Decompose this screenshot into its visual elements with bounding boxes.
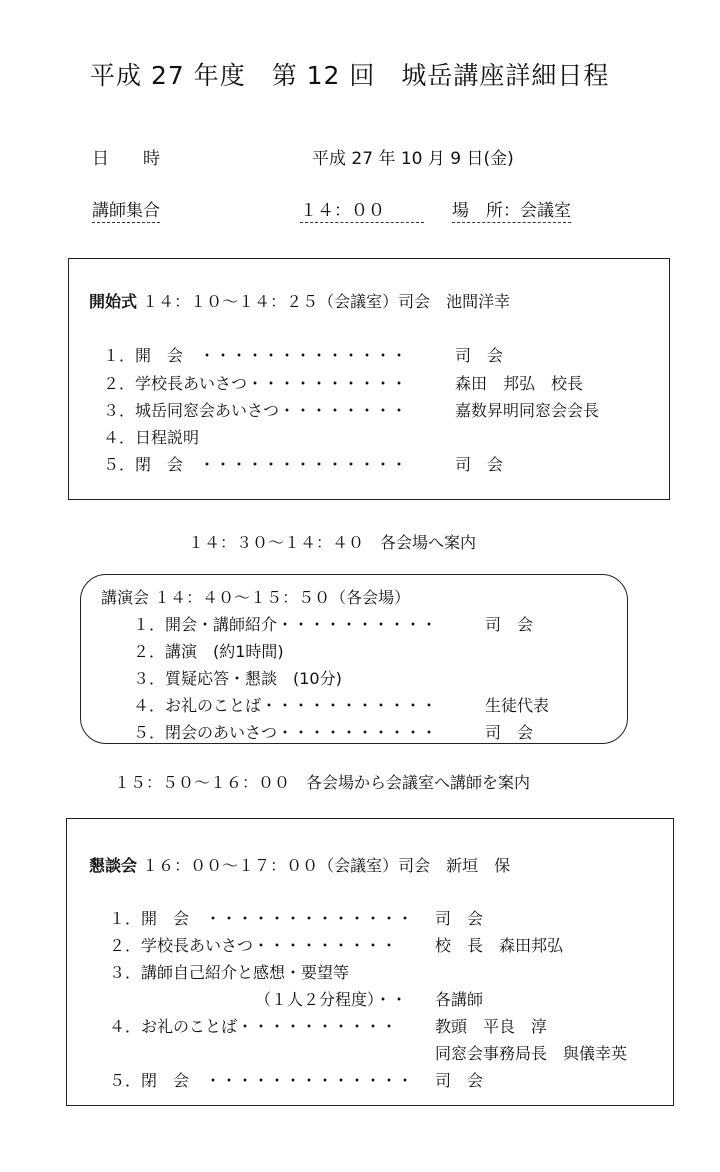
social-box <box>66 818 674 1106</box>
opening-item-1: １．開 会 ・・・・・・・・・・・・・ <box>103 346 408 365</box>
opening-item-1-who: 司 会 <box>455 346 504 365</box>
social-item-1: １．開 会 ・・・・・・・・・・・・・ <box>109 909 414 928</box>
lecture-item-2: ２．講演 (約1時間) <box>133 642 284 661</box>
opening-time: １４：１０～１４：２５（会議室）司会 池間洋幸 <box>142 292 511 311</box>
opening-item-2: ２．学校長あいさつ・・・・・・・・・・ <box>103 374 408 393</box>
opening-item-4: ４．日程説明 <box>103 428 200 447</box>
social-time: １６：００～１７：００（会議室）司会 新垣 保 <box>142 856 511 875</box>
social-heading: 懇談会 <box>89 856 138 875</box>
social-item-3: ３．講師自己紹介と感想・要望等 <box>109 963 350 982</box>
social-item-4-who-2: 同窓会事務局長 與儀幸英 <box>435 1044 628 1063</box>
lecture-item-1-who: 司 会 <box>485 615 534 634</box>
lecture-item-5-who: 司 会 <box>485 723 534 742</box>
meeting-label: 講師集合 <box>92 196 160 223</box>
lecture-item-4: ４．お礼のことば・・・・・・・・・・・ <box>133 696 438 715</box>
meeting-time: １４：００ <box>300 196 424 223</box>
social-item-4: ４．お礼のことば・・・・・・・・・・ <box>109 1017 398 1036</box>
datetime-label: 日 時 <box>92 149 160 169</box>
opening-item-5-who: 司 会 <box>455 455 504 474</box>
lecture-heading: 講演会 １４：４０～１５：５０（各会場） <box>101 588 411 607</box>
opening-item-3: ３．城岳同窓会あいさつ・・・・・・・・ <box>103 401 408 420</box>
opening-item-5: ５．閉 会 ・・・・・・・・・・・・・ <box>103 455 408 474</box>
social-item-5: ５．閉 会 ・・・・・・・・・・・・・ <box>109 1071 414 1090</box>
lecture-item-4-who: 生徒代表 <box>485 696 550 715</box>
opening-item-3-who: 嘉数昇明同窓会会長 <box>455 401 600 420</box>
social-item-5-who: 司 会 <box>435 1071 484 1090</box>
lecture-item-1: １．開会・講師紹介・・・・・・・・・・ <box>133 615 438 634</box>
lecture-item-3: ３．質疑応答・懇談 (10分) <box>133 669 342 688</box>
opening-item-2-who: 森田 邦弘 校長 <box>455 374 584 393</box>
datetime-value: 平成 27 年 10 月 9 日(金) <box>312 149 514 169</box>
social-item-4-who: 教頭 平良 淳 <box>435 1017 548 1036</box>
social-item-3-who: 各講師 <box>435 990 484 1009</box>
opening-heading: 開始式 <box>89 292 138 311</box>
transition-1: １４：３０～１４：４０ 各会場へ案内 <box>188 533 477 552</box>
lecture-item-5: ５．閉会のあいさつ・・・・・・・・・・ <box>133 723 438 742</box>
social-item-1-who: 司 会 <box>435 909 484 928</box>
social-item-3-sub: （１人２分程度）・・ <box>255 990 408 1009</box>
opening-ceremony-box <box>68 258 670 500</box>
transition-2: １５：５０～１６：００ 各会場から会議室へ講師を案内 <box>114 773 531 792</box>
lecture-box <box>80 574 628 744</box>
page-title: 平成 27 年度 第 12 回 城岳講座詳細日程 <box>90 61 610 90</box>
social-item-2: ２．学校長あいさつ・・・・・・・・・ <box>109 936 398 955</box>
social-item-2-who: 校 長 森田邦弘 <box>435 936 564 955</box>
meeting-place: 場 所：会議室 <box>452 196 571 223</box>
